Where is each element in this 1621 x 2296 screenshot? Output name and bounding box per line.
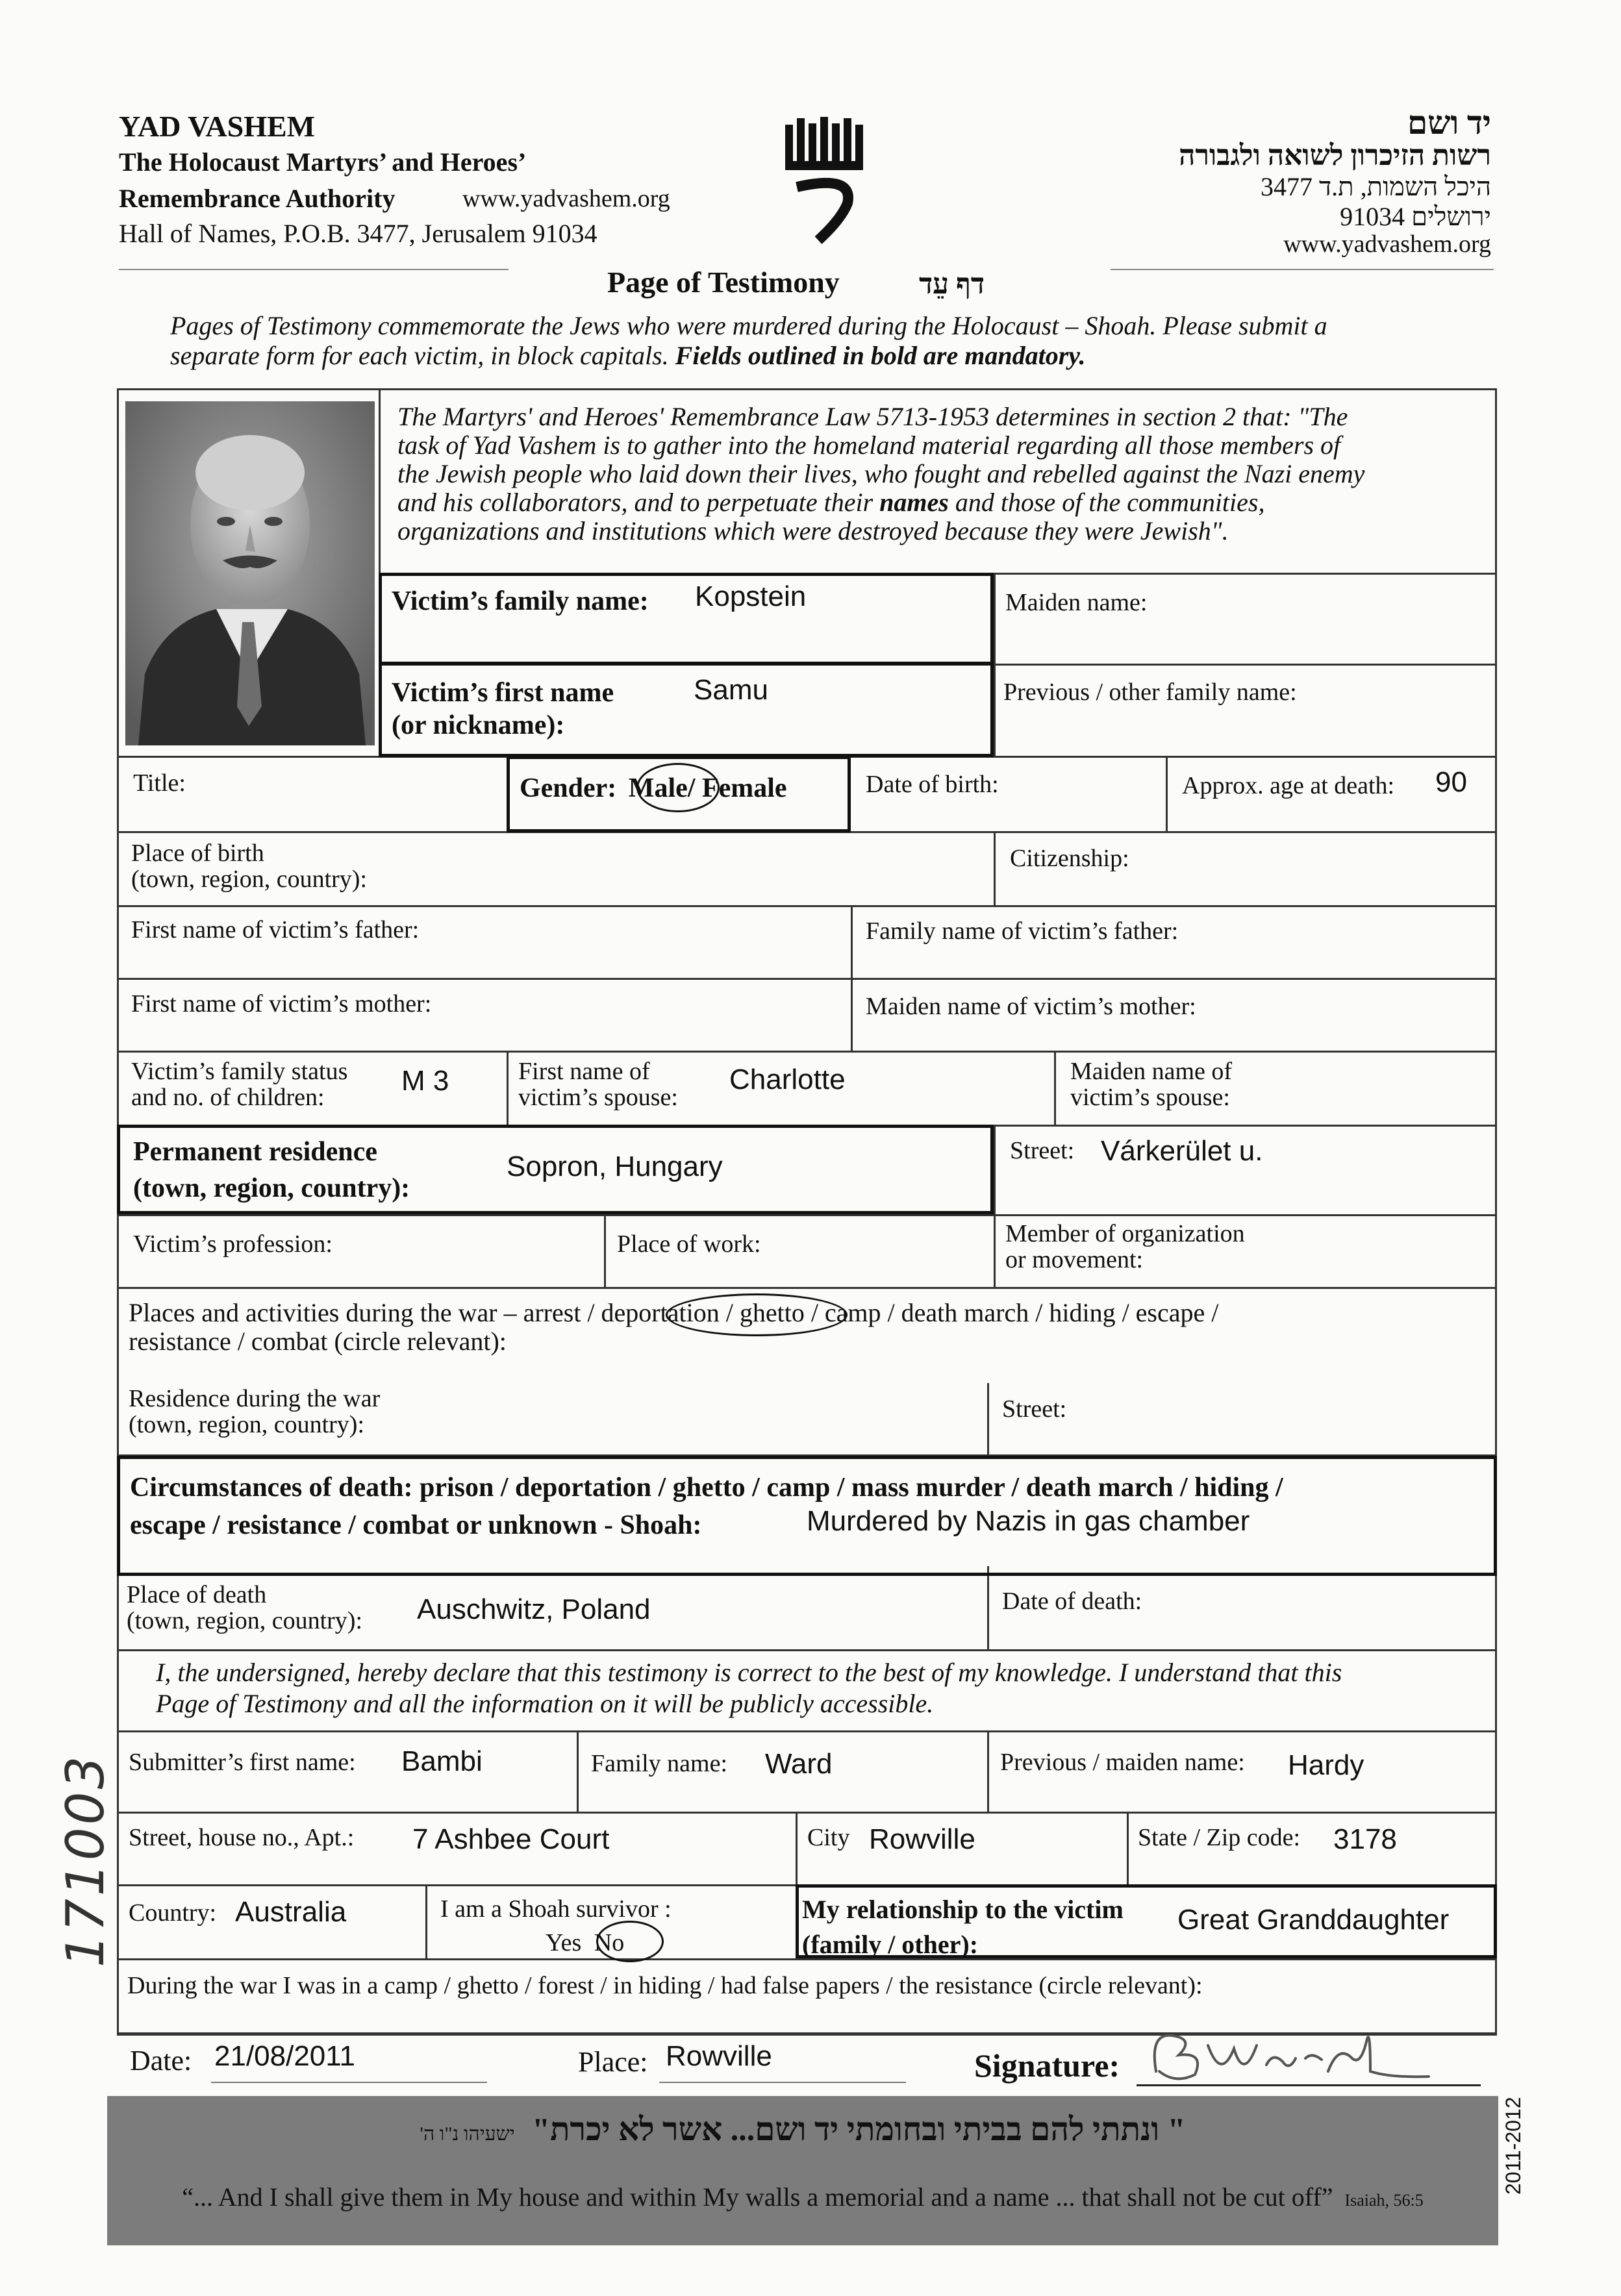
submitter-country-label: Country: — [129, 1899, 217, 1927]
submitter-country-field[interactable]: Australia — [235, 1896, 347, 1928]
spouse-first-name-label: First name of victim’s spouse: — [518, 1058, 678, 1111]
law-line4: and his collaborators, and to perpetuate their names and those of the communities, — [397, 488, 1265, 517]
age-at-death-field[interactable]: 90 — [1435, 766, 1467, 798]
submitter-zip-field[interactable]: 3178 — [1333, 1823, 1397, 1855]
signature-label: Signature: — [974, 2047, 1120, 2084]
org-name-en-line2: The Holocaust Martyrs’ and Heroes’ — [119, 147, 527, 177]
family-status-field[interactable]: M 3 — [401, 1065, 449, 1097]
victim-family-name-field[interactable]: Kopstein — [695, 580, 807, 612]
date-of-death-label: Date of death: — [1002, 1588, 1142, 1615]
street-field[interactable]: Várkerület u. — [1101, 1135, 1263, 1167]
place-of-birth-label: Place of birth (town, region, country): — [131, 840, 368, 893]
submitter-street-field[interactable]: 7 Ashbee Court — [412, 1823, 610, 1855]
submitter-zip-label: State / Zip code: — [1138, 1824, 1301, 1851]
intro-text-line2 — [170, 340, 1086, 371]
family-status-label: Victim’s family status and no. of children: — [131, 1058, 348, 1111]
profession-label: Victim’s profession: — [133, 1230, 333, 1258]
org-name-he-line2: רשות הזיכרון לשואה ולגבורה — [1179, 140, 1491, 171]
submitter-city-field[interactable]: Rowville — [869, 1823, 975, 1855]
submitter-first-name-label: Submitter’s first name: — [129, 1749, 356, 1776]
war-deportation-circle — [666, 1293, 848, 1336]
relationship-field[interactable]: Great Granddaughter — [1177, 1904, 1450, 1936]
residence-field[interactable]: Sopron, Hungary — [507, 1151, 723, 1182]
war-deportation-option[interactable]: deportation — [601, 1298, 720, 1327]
survivor-no-circle — [596, 1921, 664, 1962]
gender-male-circle — [636, 763, 720, 812]
law-text — [397, 403, 1364, 545]
signature-image[interactable] — [1143, 2019, 1442, 2091]
victim-first-name-label: Victim’s first name (or nickname): — [392, 678, 614, 740]
law-line3: the Jewish people who laid down their lives, who fought and rebelled against the Nazi enemy — [397, 459, 1365, 488]
victim-first-name-field[interactable]: Samu — [694, 674, 768, 706]
yad-vashem-logo-icon — [783, 116, 867, 245]
war-street-label: Street: — [1002, 1395, 1067, 1423]
submitter-maiden-name-field[interactable]: Hardy — [1288, 1749, 1364, 1781]
place-of-death-field[interactable]: Auschwitz, Poland — [417, 1593, 651, 1625]
spouse-first-name-field[interactable]: Charlotte — [729, 1064, 846, 1095]
address-he-line2: ירושלים 91034 — [1340, 202, 1491, 231]
org-name-en: YAD VASHEM — [119, 110, 316, 143]
member-organization-label: Member of organization or movement: — [1005, 1220, 1245, 1273]
age-at-death-label: Approx. age at death: — [1182, 772, 1395, 799]
victim-family-name-label: Victim’s family name: — [392, 586, 649, 616]
address-en: Hall of Names, P.O.B. 3477, Jerusalem 91034 — [119, 219, 597, 248]
date-of-birth-label: Date of birth: — [866, 771, 999, 798]
relationship-label: My relationship to the victim (family / other): — [802, 1895, 1124, 1959]
footer-quote-en: “... And I shall give them in My house and within My walls a memorial and a name ... that shall not be cut off” Isaiah, 56:5 — [182, 2182, 1424, 2212]
submitter-family-name-field[interactable]: Ward — [765, 1748, 833, 1780]
law-line5: organizations and institutions which were destroyed because they were Jewish". — [397, 516, 1229, 545]
submitter-city-label: City — [807, 1824, 850, 1851]
place-field[interactable]: Rowville — [666, 2040, 772, 2072]
page-title-he: דף עֵד — [919, 268, 985, 300]
survivor-yes-option[interactable]: Yes — [546, 1929, 582, 1956]
gender-label: Gender: — [520, 773, 617, 803]
gender-male-option[interactable]: Male — [628, 773, 688, 803]
war-residence-label: Residence during the war (town, region, country): — [129, 1385, 381, 1438]
title-label: Title: — [133, 769, 186, 797]
intro-text-plain: separate form for each victim, in block capitals. — [170, 341, 669, 370]
war-activities-field[interactable]: Places and activities during the war – arrest / deportation / ghetto / camp / death march / hiding / escape / resistance / combat (circle relevant): — [129, 1298, 1219, 1356]
submitter-family-name-label: Family name: — [591, 1750, 728, 1777]
submitter-first-name-field[interactable]: Bambi — [401, 1745, 483, 1777]
circumstances-label: Circumstances of death: prison / deportation / ghetto / camp / mass murder / death march / hiding / escape / resistance / combat or unknown - Shoah: — [130, 1473, 1283, 1540]
father-family-name-label: Family name of victim’s father: — [866, 917, 1179, 945]
victim-photo — [125, 401, 375, 745]
form-year: 2011-2012 — [1502, 2097, 1525, 2195]
date-label: Date: — [130, 2045, 192, 2077]
gender-female-option[interactable]: Female — [701, 773, 787, 803]
page-title: Page of Testimony — [607, 266, 840, 299]
father-first-name-label: First name of victim’s father: — [131, 916, 420, 943]
spouse-maiden-name-label: Maiden name of victim’s spouse: — [1070, 1058, 1233, 1111]
mother-first-name-label: First name of victim’s mother: — [131, 990, 432, 1017]
address-he-line1: היכל השמות, ת.ד 3477 — [1260, 172, 1491, 201]
residence-label: Permanent residence (town, region, country): — [133, 1137, 410, 1203]
submitter-street-label: Street, house no., Apt.: — [129, 1824, 355, 1851]
place-label: Place: — [578, 2046, 648, 2078]
footer-quote-he: " ונתתי להם בביתי ובחומתי יד ושם... אשר לא יכרת" ישעיהו נ"ו ה' — [420, 2111, 1186, 2147]
intro-text-line1: Pages of Testimony commemorate the Jews who were murdered during the Holocaust – Shoah. Please submit a — [170, 311, 1327, 340]
survivor-no-option[interactable]: No — [594, 1929, 625, 1956]
citizenship-label: Citizenship: — [1010, 845, 1129, 872]
org-name-en-line3: Remembrance Authority — [119, 184, 396, 213]
previous-name-label: Previous / other family name: — [1003, 679, 1297, 706]
circumstances-field[interactable]: Murdered by Nazis in gas chamber — [807, 1505, 1250, 1537]
website-left[interactable]: www.yadvashem.org — [462, 185, 670, 212]
during-war-label: During the war I was in a camp / ghetto / forest / in hiding / had false papers / the resistance (circle relevant): — [127, 1972, 1203, 1999]
archive-number: 171003 — [55, 1753, 116, 1967]
date-field[interactable]: 21/08/2011 — [214, 2040, 355, 2072]
org-name-he: יד ושם — [1407, 105, 1491, 141]
law-line2: task of Yad Vashem is to gather into the homeland material regarding all those members of — [397, 430, 1341, 460]
declaration-text: I, the undersigned, hereby declare that this testimony is correct to the best of my knowledge. I understand that this Page of Testimony and all the information on it will be publicly accessible. — [156, 1658, 1342, 1718]
intro-text-mandatory: Fields outlined in bold are mandatory. — [675, 341, 1086, 370]
website-right[interactable]: www.yadvashem.org — [1283, 231, 1491, 258]
place-of-death-label: Place of death (town, region, country): — [127, 1581, 363, 1634]
survivor-label: I am a Shoah survivor : — [440, 1895, 672, 1923]
gender-field[interactable]: Gender: Male/ Female — [520, 773, 787, 803]
submitter-maiden-name-label: Previous / maiden name: — [1000, 1749, 1245, 1776]
law-line1: The Martyrs' and Heroes' Remembrance Law 5713-1953 determines in section 2 that: "The — [397, 402, 1348, 431]
mother-maiden-name-label: Maiden name of victim’s mother: — [866, 993, 1196, 1020]
place-of-work-label: Place of work: — [617, 1230, 761, 1258]
maiden-name-label: Maiden name: — [1005, 589, 1148, 616]
street-label: Street: — [1010, 1137, 1075, 1164]
